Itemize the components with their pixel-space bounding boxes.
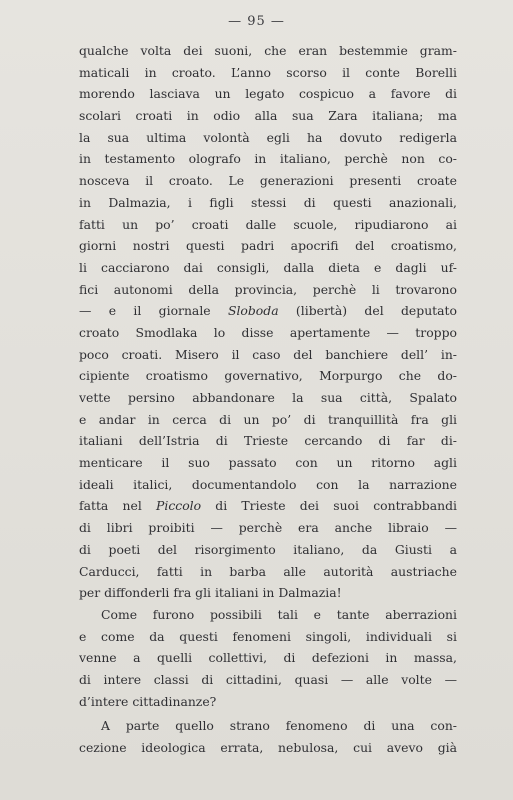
text-line: la sua ultima volontà egli ha dovuto redigerla bbox=[79, 129, 457, 145]
text-line: morendo lasciava un legato cospicuo a favore di bbox=[79, 86, 457, 102]
text-line: scolari croati in odio alla sua Zara italiana; ma bbox=[79, 108, 457, 124]
text-line: venne a quelli collettivi, di defezioni in massa, bbox=[79, 650, 457, 666]
italic-title: Sloboda bbox=[227, 303, 279, 319]
text-line bbox=[79, 300, 457, 322]
text-line: di libri proibiti — perchè era anche libraio — bbox=[79, 520, 457, 536]
text-line: e andar in cerca di un po’ di tranquillità fra gli bbox=[79, 411, 457, 427]
text-line: in Dalmazia, i figli stessi di questi anazionali, bbox=[79, 194, 457, 210]
text-line: nosceva il croato. Le generazioni presenti croate bbox=[79, 173, 457, 189]
text-line: maticali in croato. L’anno scorso il conte Borelli bbox=[79, 64, 457, 80]
text-fragment: di Trieste dei suoi contrabbandi bbox=[201, 498, 457, 514]
text-line: menticare il suo passato con un ritorno agli bbox=[79, 455, 457, 471]
text-line: qualche volta dei suoni, che eran bestemmie gram- bbox=[79, 43, 457, 58]
text-line: fici autonomi della provincia, perchè li trovarono bbox=[79, 281, 457, 297]
text-line: cipiente croatismo governativo, Morpurgo che do- bbox=[79, 368, 457, 384]
text-line: vette persino abbandonare la sua città, Spalato bbox=[79, 390, 457, 405]
text-line: ideali italici, documentandolo con la narrazione bbox=[79, 476, 457, 492]
text-line: e come da questi fenomeni singoli, individuali si bbox=[79, 628, 457, 644]
text-line: di poeti del risorgimento italiano, da Giusti a bbox=[79, 541, 457, 557]
text-line: poco croati. Misero il caso del banchiere dell’ in- bbox=[79, 346, 457, 362]
text-line: croato Smodlaka lo disse apertamente — troppo bbox=[79, 324, 457, 340]
text-line: in testamento olografo in italiano, perchè non co- bbox=[79, 151, 457, 167]
text-line: Carducci, fatti in barba alle autorità austriache bbox=[79, 563, 457, 579]
text-line: d’intere cittadinanze? bbox=[79, 693, 217, 709]
text-line: italiani dell’Istria di Trieste cercando di far di- bbox=[79, 433, 457, 449]
text-line: giorni nostri questi padri apocrifi del croatismo, bbox=[79, 238, 457, 254]
text-line: di intere classi di cittadini, quasi — alle volte — bbox=[79, 671, 457, 687]
text-line bbox=[79, 495, 457, 517]
text-line: per diffonderli fra gli italiani in Dalmazia! bbox=[79, 585, 342, 601]
text-line: li cacciarono dai consigli, dalla dieta e dagli uf- bbox=[79, 259, 457, 275]
text-fragment: (libertà) del deputato bbox=[278, 303, 457, 319]
text-line: fatti un po’ croati dalle scuole, ripudiarono ai bbox=[79, 216, 457, 232]
page-number: — 95 — bbox=[228, 14, 285, 29]
text-line: A parte quello strano fenomeno di una con- bbox=[101, 718, 457, 734]
text-line: cezione ideologica errata, nebulosa, cui avevo già bbox=[79, 740, 457, 755]
body-text bbox=[79, 40, 457, 759]
text-line: Come furono possibili tali e tante aberrazioni bbox=[101, 606, 457, 622]
text-fragment: fatta nel bbox=[79, 498, 157, 514]
italic-title: Piccolo bbox=[156, 498, 202, 514]
text-fragment: — e il giornale bbox=[79, 303, 228, 319]
